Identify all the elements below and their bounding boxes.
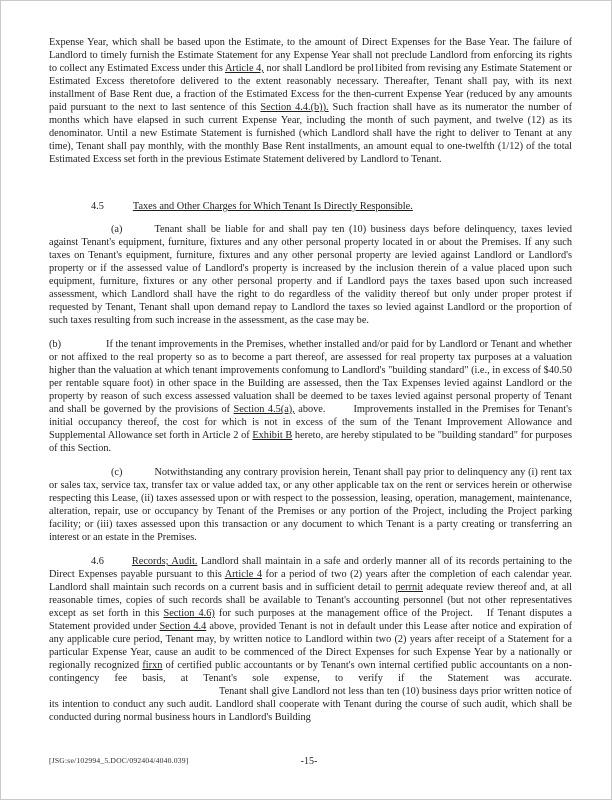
section-heading-4-5 xyxy=(49,200,572,213)
tab-spacer xyxy=(61,346,106,347)
underlined-text: perrnit xyxy=(395,582,423,593)
underlined-text: Section 4.4 xyxy=(159,621,207,632)
text-run: (c) xyxy=(111,467,123,478)
text-run: If the tenant improvements in the Premises, whether installed and/or paid for by Landlord or Tenant and whether or not affixed to the real property so as to become a part thereof, are assessed for real property tax purposes at a valuation higher than the valuation at which tenant improvements confomung to Landlord's "building standard" (i.e., in excess of $40.50 per rentable square foot) in other space in the Building are assessed, then the Tax Expenses levied against Landlord or the property by reason of such excess assessed valuation shall be deemed to be taxes levied against personal property of Tenant and shall be governed by the provisions of xyxy=(49,339,572,415)
underlined-text: Records; Audit. xyxy=(131,556,198,567)
underlined-text: Article 4 xyxy=(224,569,262,580)
tab-spacer xyxy=(49,474,111,475)
underlined-text: Article 4, xyxy=(224,63,264,74)
text-run: Tenant shall be liable for and shall pay ten (10) business days before delinquency, taxes levied against Tenant's equipment, furniture, fixtures and any other personal property located in or about the Premises. If any such taxes on Tenant's equipment, furniture, fixtures and any other personal property are levied against Landlord or Landlord's property or if the assessed value of Landlord's property is increased by the inclusion therein of a value placed upon such equipment, furniture, fixtures or any other personal property and if Landlord pays the taxes based upon such increased assessment, which Landlord shall have the right to do regardless of the validity thereof but only under proper protest if requested by Tenant, Tenant shall upon demand repay to Landlord the taxes so levied against Landlord or the proportion of such taxes resulting from such increase in the assessment, as the case may be. xyxy=(49,224,572,326)
text-run: (a) xyxy=(111,224,123,235)
text-run: above. xyxy=(294,404,326,415)
text-run: Such fraction shall have as its numerator the number of months which have elapsed in such current Expense Year, including the month of such payment, and twelve (12) as its denominator. Until a new Estimate Statement is furnished (which Landlord shall have the right to deliver to Tenant at any time), Tenant shall pay monthly, with the monthly Base Rent installments, an amount equal to one-twelfth (1/12) of the total Estimated Excess set forth in the previous Estimate Statement delivered by Landlord to Tenant. xyxy=(49,102,573,165)
paragraph-4-5-b xyxy=(49,338,572,455)
footer-reference: [JSG:se/102994_5.DOC/092404/4040.039] xyxy=(49,756,189,765)
text-run: Landlord shall maintain in a safe and orderly manner all of its records pertaining to the Direct Expenses payable pursuant to this xyxy=(49,556,572,580)
tab-spacer xyxy=(122,231,154,232)
tab-spacer xyxy=(49,231,111,232)
tab-spacer xyxy=(104,563,132,564)
underlined-text: Section 4.5(a), xyxy=(233,404,295,415)
text-run: (b) xyxy=(49,339,62,350)
tab-spacer xyxy=(104,208,133,209)
text-run: of certified public accountants or by Tenant's own internal certified public accountants on a non-contingency fee basis, at Tenant's sole expense, to verify if the Statement was accurate. xyxy=(49,660,572,684)
text-run: Expense Year, which shall be based upon the Estimate, to the amount of Direct Expenses for the Base Year. The failure of Landlord to timely furnish the Estimate Statement for any Expense Year shall not preclude Landlord from enforcing its rights to collect any Estimated Excess under this xyxy=(49,37,572,74)
underlined-text: Section 4.6) xyxy=(163,608,215,619)
text-run: 4.5 xyxy=(91,201,104,212)
tab-spacer xyxy=(122,474,154,475)
text-run: hereto, are hereby stipulated to be "building standard" for purposes of this Section. xyxy=(49,430,572,454)
page-footer xyxy=(49,756,569,765)
underlined-text: Section 4.4.(b)). xyxy=(260,102,329,113)
text-run: 4.6 xyxy=(91,556,104,567)
text-run: nor shall Landlord be prol1ibited from revising any Estimate Statement or Estimated Excess theretofore delivered to the extent reasonably necessary. Thereafter, Tenant shall pay, with its next installment of Base Rent due, a fraction of the Estimated Excess for the then-current Expense Year (reduced by any amounts paid pursuant to the next to last sentence of this xyxy=(49,63,572,113)
text-run: Improvements installed in the Premises for Tenant's initial occupancy thereof, the cost for which is not in excess of the sum of the Tenant Improvement Allowance and Supplemental Allowance set forth in Article 2 of xyxy=(49,404,572,441)
paragraph-continuation xyxy=(49,36,572,166)
text-run: adequate review thereof and, at all reasonable times, copies of such records shall be available to Tenant's accounting personnel (but not other representatives except as set forth in this xyxy=(49,582,572,619)
document-body xyxy=(49,36,572,724)
text-run: above, provided Tenant is not in default under this Lease after notice and expiration of any applicable cure period, Tenant may, by written notice to Landlord within two (2) years after receipt of a Statement for a particular Expense Year, cause an audit to be commenced of the Direct Expenses for such Expense Year by a nationally or regionally recognized xyxy=(49,621,573,671)
paragraph-4-6 xyxy=(49,555,572,724)
text-run: If Tenant disputes a Statement provided under xyxy=(49,608,572,632)
paragraph-4-5-a xyxy=(49,223,572,327)
text-run: for a period of two (2) years after the completion of each calendar year. Landlord shall maintain such records on a current basis and in sufficient detail to xyxy=(49,569,573,593)
tab-spacer xyxy=(325,411,353,412)
underlined-text: firxn xyxy=(142,660,163,671)
underlined-text: Exhibit B xyxy=(252,430,293,441)
page-number: -15- xyxy=(300,756,318,767)
underlined-text: Taxes and Other Charges for Which Tenant Is Directly Responsible. xyxy=(132,201,413,212)
text-run: Tenant shall give Landlord not less than ten (10) business days prior written notice of its intention to conduct any such audit. Landlord shall cooperate with Tenant during the course of such audit, which shall be conducted during normal business hours in Landlord's Building xyxy=(49,686,572,723)
paragraph-4-5-c xyxy=(49,466,572,544)
text-run: Notwithstanding any contrary provision herein, Tenant shall pay prior to delinquency any (i) rent tax or sales tax, service tax, transfer tax or value added tax, or any other applicable tax on the rent or services herein or otherwise respecting this Lease, (ii) taxes assessed upon or with respect to the possession, leasing, operation, management, maintenance, alteration, repair, use or occupancy by Tenant of the Premises or any portion of the Project, including the Project parking facility; or (iii) taxes assessed upon this transaction or any document to which Tenant is a party creating or transferring an interest or an estate in the Premises. xyxy=(49,467,572,543)
tab-spacer xyxy=(473,615,487,616)
tab-spacer xyxy=(49,693,219,694)
text-run: for such purposes at the management office of the Project. xyxy=(214,608,473,619)
tab-spacer xyxy=(49,563,91,564)
tab-spacer xyxy=(49,208,91,209)
